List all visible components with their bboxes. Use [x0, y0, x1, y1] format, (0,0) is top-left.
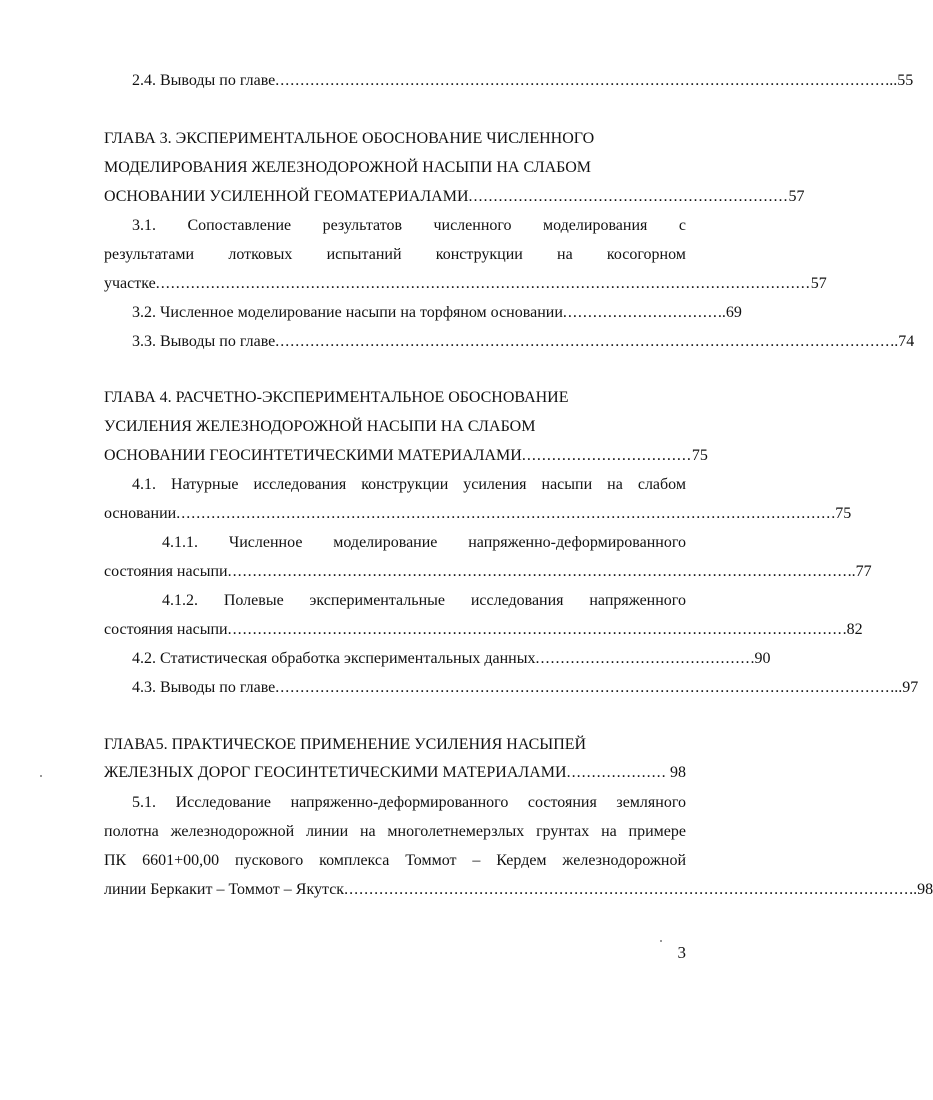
toc-item-page: 57: [810, 275, 827, 292]
toc-item-3-1-line-2: [104, 245, 686, 265]
toc-item-dots: ................................................................: [468, 188, 789, 205]
toc-item-dots: ...........................................: [535, 650, 751, 667]
toc-item-4-3: [132, 678, 919, 698]
toc-item-dots: ...............................: [562, 304, 718, 321]
toc-item-5-1-line-4: [104, 880, 933, 900]
toc-item-page: 57: [788, 188, 805, 205]
toc-item-page: ..77: [847, 563, 872, 580]
toc-item-2-4: [132, 71, 914, 91]
toc-item-dots: ...........................................................................................................................: [227, 621, 843, 638]
chapter-3-heading-line-1: ГЛАВА 3. ЭКСПЕРИМЕНТАЛЬНОЕ ОБОСНОВАНИЕ ЧИСЛЕННОГО: [104, 130, 595, 147]
word: напряженного: [589, 592, 686, 609]
word: испытаний: [326, 246, 402, 263]
toc-item-3-1-line-1: [132, 216, 686, 236]
toc-item-text: 2.4. Выводы по главе: [132, 72, 276, 89]
toc-item-text: состояния насыпи: [104, 563, 228, 580]
toc-item-4-1-line-2: [104, 504, 852, 524]
word: исследования: [470, 592, 564, 609]
toc-item-text: линии Беркакит – Томмот – Якутск: [104, 881, 345, 898]
page-number: 3: [677, 943, 686, 962]
toc-item-dots: ...................................................................................................................................: [155, 275, 811, 292]
chapter-5-heading-line-1: ГЛАВА5. ПРАКТИЧЕСКОЕ ПРИМЕНЕНИЕ УСИЛЕНИЯ НАСЫПЕЙ: [104, 736, 587, 753]
toc-item-text: ОСНОВАНИИ ГЕОСИНТЕТИЧЕСКИМИ МАТЕРИАЛАМИ: [104, 447, 522, 464]
word: Численное: [228, 534, 303, 551]
word: 4.1.1.: [162, 534, 198, 551]
word: 4.1.2.: [162, 592, 198, 609]
toc-item-3-3: [132, 332, 915, 352]
toc-item-dots: .................................................................................................................: [344, 881, 910, 898]
word: напряженно-деформированного: [468, 534, 686, 551]
toc-item-page: ..74: [890, 333, 915, 350]
chapter-4-heading-line-1: ГЛАВА 4. РАСЧЕТНО-ЭКСПЕРИМЕНТАЛЬНОЕ ОБОСНОВАНИЕ: [104, 389, 569, 406]
word: Полевые: [223, 592, 284, 609]
toc-item-page: .82: [842, 621, 863, 638]
word: конструкции: [435, 246, 523, 263]
toc-item-text: 3.3. Выводы по главе: [132, 333, 276, 350]
toc-item-dots: ..................................: [521, 447, 692, 464]
word: на: [557, 246, 573, 263]
toc-item-text: ОСНОВАНИИ УСИЛЕННОЙ ГЕОМАТЕРИАЛАМИ: [104, 188, 469, 205]
toc-item-3-2: [132, 303, 742, 323]
word: результатами: [104, 246, 195, 263]
word: Сопоставление: [187, 217, 292, 234]
toc-item-text: основании: [104, 505, 177, 522]
toc-item-4-1-line-1: 4.1. Натурные исследования конструкции усиления насыпи на слабом: [132, 476, 686, 493]
toc-item-text: 4.3. Выводы по главе: [132, 679, 276, 696]
word: экспериментальные: [309, 592, 445, 609]
chapter-5-heading-line-2: [104, 763, 686, 783]
scan-speck: [40, 775, 42, 777]
word: моделирования: [543, 217, 648, 234]
toc-item-4-2: [132, 649, 771, 669]
word: косогорном: [606, 246, 686, 263]
toc-item-5-1-line-3: ПК 6601+00,00 пускового комплекса Томмот – Кердем железнодорожной: [104, 852, 686, 869]
toc-item-page: ..98: [909, 881, 933, 898]
word: 3.1.: [132, 217, 156, 234]
toc-item-page: ...97: [890, 679, 919, 696]
toc-item-dots: ....................: [566, 764, 667, 781]
toc-item-dots: ...........................................................................................................................: [275, 679, 891, 696]
scan-speck: [660, 940, 662, 942]
toc-item-dots: ..........................................................................................................................: [275, 72, 886, 89]
toc-item-page: .75: [831, 505, 852, 522]
toc-item-text: ЖЕЛЕЗНЫХ ДОРОГ ГЕОСИНТЕТИЧЕСКИМИ МАТЕРИАЛАМИ: [104, 764, 567, 781]
toc-item-text: 3.2. Численное моделирование насыпи на торфяном основании: [132, 304, 563, 321]
toc-item-text: 4.2. Статистическая обработка экспериментальных данных: [132, 650, 536, 667]
chapter-4-heading-line-2: УСИЛЕНИЯ ЖЕЛЕЗНОДОРОЖНОЙ НАСЫПИ НА СЛАБОМ: [104, 418, 536, 435]
toc-item-page: ..69: [717, 304, 742, 321]
toc-item-4-1-2-line-1: [162, 591, 686, 611]
toc-item-dots: ...................................................................................................................................: [176, 505, 832, 522]
word: лотковых: [228, 246, 293, 263]
toc-item-dots: ...........................................................................................................................: [275, 333, 891, 350]
toc-item-text: состояния насыпи: [104, 621, 228, 638]
toc-item-4-1-1-line-2: [104, 562, 872, 582]
word: результатов: [322, 217, 403, 234]
word: численного: [433, 217, 512, 234]
word: моделирование: [333, 534, 438, 551]
toc-item-3-1-line-3: [104, 274, 827, 294]
chapter-3-heading-line-3: [104, 187, 805, 207]
toc-item-5-1-line-1: 5.1. Исследование напряженно-деформированного состояния земляного: [132, 794, 686, 811]
toc-item-page: ...55: [885, 72, 914, 89]
chapter-4-heading-line-3: [104, 446, 708, 466]
toc-item-4-1-2-line-2: [104, 620, 863, 640]
toc-item-text: участке: [104, 275, 156, 292]
toc-item-5-1-line-2: полотна железнодорожной линии на многолетнемерзлых грунтах на примере: [104, 823, 686, 840]
toc-item-4-1-1-line-1: [162, 533, 686, 553]
toc-item-page: 98: [670, 764, 686, 781]
toc-item-page: 75: [691, 447, 708, 464]
toc-item-page: .90: [750, 650, 771, 667]
chapter-3-heading-line-2: МОДЕЛИРОВАНИЯ ЖЕЛЕЗНОДОРОЖНОЙ НАСЫПИ НА СЛАБОМ: [104, 159, 591, 176]
toc-item-dots: ............................................................................................................................: [227, 563, 848, 580]
word: с: [678, 217, 686, 234]
